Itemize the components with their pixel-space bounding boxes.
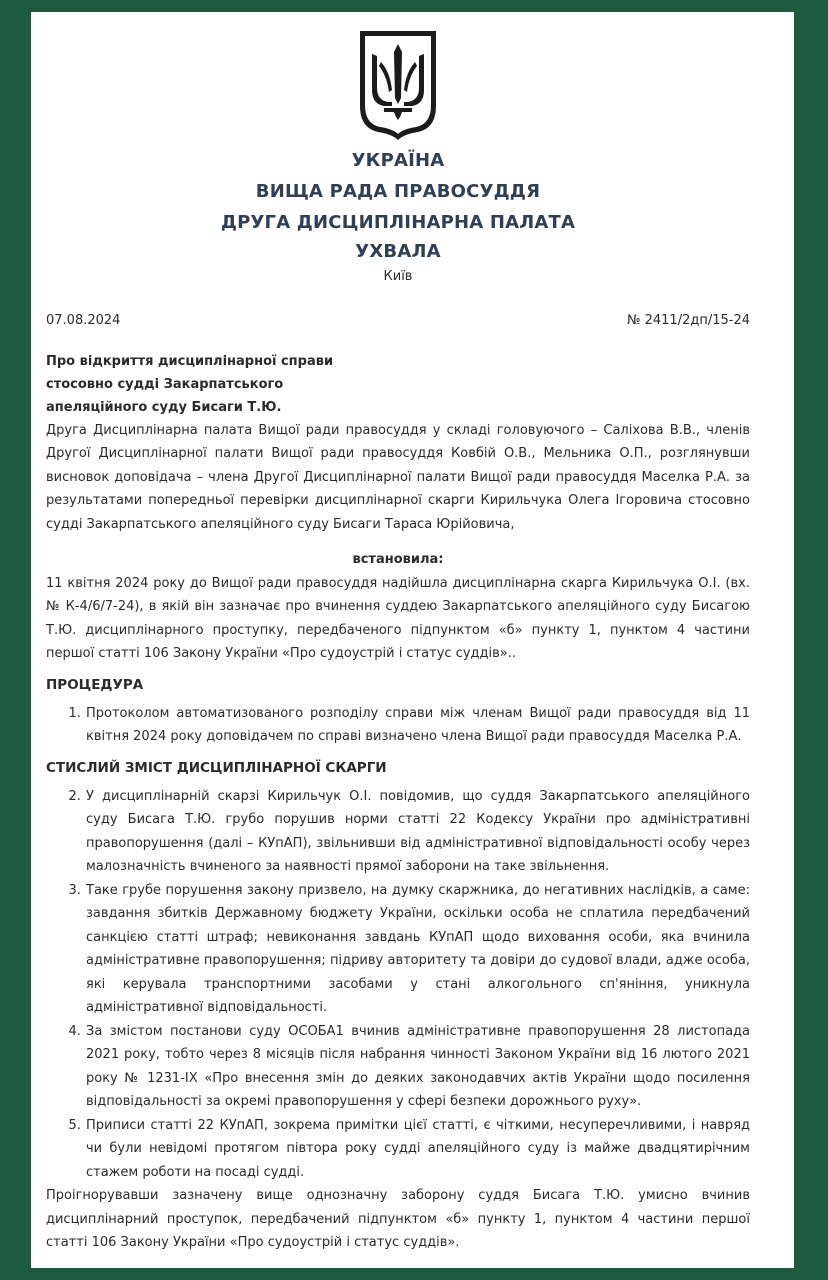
- final-paragraph: Проігнорувавши зазначену вище однозначну заборону суддя Бисага Т.Ю. умисно вчинив дисциплінарний проступок, передбачений підпунктом «б» пункту 1, пунктом 4 частини першої статті 106 Закону України «Про судоустрій і статус суддів».: [46, 1188, 750, 1250]
- document-number: № 2411/2дп/15-24: [626, 313, 750, 328]
- list-item: 3. Таке грубе порушення закону призвело, на думку скаржника, до негативних наслідків, а саме: завдання збитків Державному бюджету України, оскільки особа не сплатила передбачений санкцією статті штраф; невиконання завдань КУпАП щодо виховання особи, яка вчинила адміністративне правопорушення; підриву авторитету та довіри до судової влади, адже особа, які керувала транспортними засобами у стані алкогольного сп'яніння, уникнула адміністративної відповідальності.: [85, 879, 750, 1020]
- country-title: УКРАЇНА: [351, 150, 445, 171]
- fact-paragraph: 11 квітня 2024 року до Вищої ради правосуддя надійшла дисциплінарна скарга Кирильчука О.І. (вх. № К-4/6/7-24), в якій він зазначає про вчинення суддею Закарпатського апеляційного суду Бисагою Т.Ю. дисциплінарного проступку, передбаченого підпунктом «б» пункту 1, пунктом 4 частини першої статті 106 Закону України «Про судоустрій і статус суддів»..: [46, 575, 750, 661]
- meta-row: [46, 309, 750, 333]
- document-date: 07.08.2024: [46, 313, 121, 328]
- city-label: Київ: [383, 269, 413, 284]
- list-item: 4. За змістом постанови суду ОСОБА1 вчинив адміністративне правопорушення 28 листопада 2021 року, тобто через 8 місяців після набрання чинності Законом України від 16 лютого 2021 року № 1231-IX «Про внесення змін до деяких законодавчих актів України щодо посилення відповідальності за окремі правопорушення у сфері безпеки дорожнього руху».: [85, 1020, 750, 1114]
- complaint-heading: СТИСЛИЙ ЗМІСТ ДИСЦИПЛІНАРНОЇ СКАРГИ: [46, 759, 387, 776]
- document-page: [31, 12, 794, 1268]
- list-item: 5. Приписи статті 22 КУпАП, зокрема примітки цієї статті, є чіткими, несуперечливими, і навряд чи були невідомі протягом півтора року судді апеляційного суду із майже двадцятирічним стажем роботи на посаді судді.: [85, 1114, 750, 1185]
- trident-coat-of-arms-icon: [356, 28, 440, 142]
- list-item: 2. У дисциплінарній скарзі Кирильчук О.І. повідомив, що суддя Закарпатського апеляційного суду Бисага Т.Ю. грубо порушив норми статті 22 Кодексу України про адміністративні правопорушення (далі – КУпАП), звільнивши від адміністративної відповідальності особу через малозначність вчиненого за наявності прямої заборони на таке звільнення.: [85, 785, 750, 879]
- chamber-title: ДРУГА ДИСЦИПЛІНАРНА ПАЛАТА: [220, 212, 576, 233]
- document-type-title: УХВАЛА: [355, 241, 441, 262]
- established-label: встановила:: [352, 552, 444, 567]
- intro-paragraph: Друга Дисциплінарна палата Вищої ради правосуддя у складі головуючого – Саліхова В.В., членів Другої Дисциплінарної палати Вищої ради правосуддя Ковбій О.В., Мельника О.П., розглянувши висновок доповідача – члена Другої Дисциплінарної палати Вищої ради правосуддя Маселка Р.А. за результатами попередньої перевірки дисциплінарної скарги Кирильчука Олега Ігоровича стосовно судді Закарпатського апеляційного суду Бисаги Тараса Юрійовича,: [46, 422, 750, 532]
- complaint-list: [46, 785, 750, 1185]
- document-subject: Про відкриття дисциплінарної справи стосовно судді Закарпатського апеляційного суду Бисаги Т.Ю.: [46, 353, 334, 415]
- procedure-list: [46, 702, 750, 749]
- council-title: ВИЩА РАДА ПРАВОСУДДЯ: [255, 181, 541, 202]
- procedure-heading: ПРОЦЕДУРА: [46, 676, 144, 693]
- list-item: 1. Протоколом автоматизованого розподілу справи між членам Вищої ради правосуддя від 11 квітня 2024 року доповідачем по справі визначено члена Вищої ради правосуддя Маселка Р.А.: [85, 702, 750, 749]
